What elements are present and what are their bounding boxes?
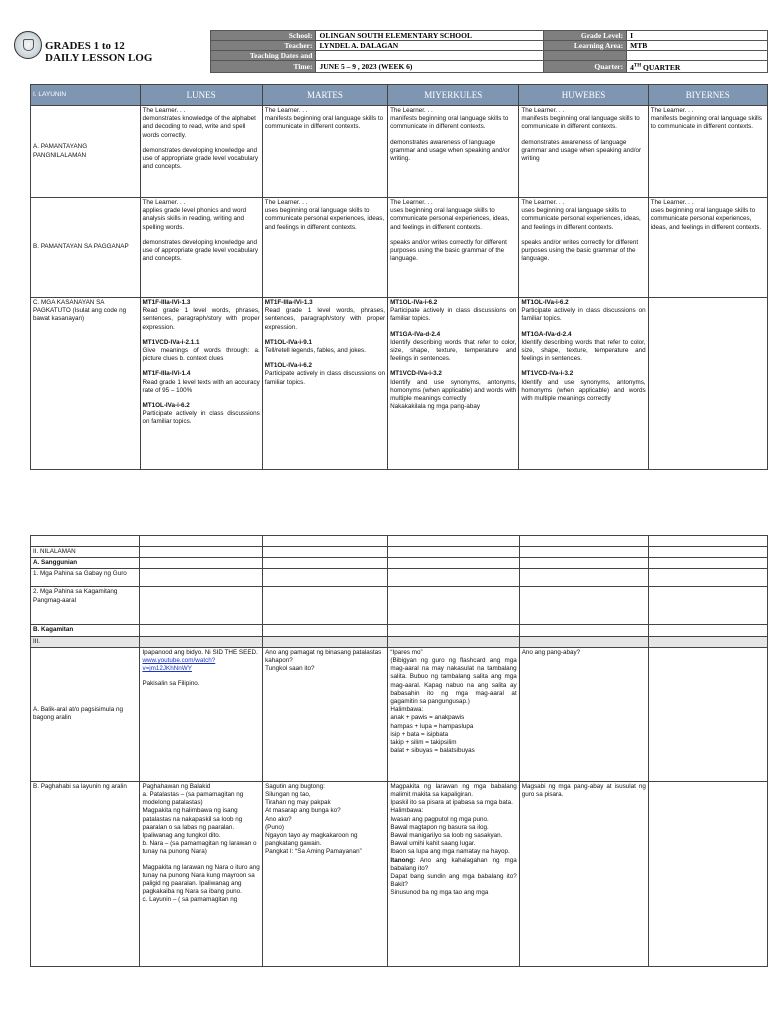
cell-line: Pangkat I: “Sa Aming Pamayanan”	[265, 848, 362, 856]
cell	[140, 106, 262, 198]
header-info-table	[210, 30, 768, 73]
cell-line	[142, 657, 260, 673]
cell-line	[142, 857, 260, 864]
school-value: OLINGAN SOUTH ELEMENTARY SCHOOL	[316, 31, 543, 41]
cell-line	[390, 132, 516, 139]
cell	[519, 647, 648, 781]
cell	[388, 298, 519, 470]
cell-line: isip + bata = isipbata	[390, 730, 449, 738]
cell-line: Bawal magtapon ng basura sa ilog.	[390, 823, 489, 831]
competency-text: Participate actively in class discussions on familiar topics.	[390, 307, 517, 323]
cell	[263, 781, 388, 966]
cell	[519, 781, 648, 966]
cell	[140, 298, 262, 470]
dates-label-1: Teaching Dates and	[211, 51, 316, 61]
kagamitang-label: 2. Mga Pahina sa Kagamitang Pangmag-aaral	[31, 587, 140, 625]
cell-line: demonstrates developing knowledge and use of appropriate grade level vocabulary and concepts.	[142, 238, 259, 263]
cell-line: takip + silim = takipsilim	[390, 739, 457, 747]
dates-value: JUNE 5 – 9 , 2023 (WEEK 6)	[316, 61, 543, 73]
cell-line: hampas + lupa = hampaslupa	[390, 722, 474, 730]
gabay-label: 1. Mga Pahina sa Gabay ng Guro	[31, 569, 140, 587]
cell-line: Ngayon tayo ay magkakaroon ng pangkatang gawain.	[265, 832, 358, 848]
cell	[648, 198, 767, 298]
cell-line: The Learner. . .	[521, 107, 565, 114]
day-header: BIYERNES	[648, 85, 767, 106]
layunin-table	[30, 84, 768, 470]
grade-value: I	[627, 31, 768, 41]
cell-line: uses beginning oral language skills to communicate personal experiences, ideas, and feelings in different contexts.	[521, 207, 641, 231]
pamantayang-pangnilalaman-label: A. PAMANTAYANG PANGNILALAMAN	[31, 106, 141, 198]
cell-line	[143, 232, 260, 239]
cell	[388, 647, 519, 781]
form-title-line2: DAILY LESSON LOG	[45, 52, 153, 64]
cell-line: (Puno)	[265, 823, 284, 831]
section-iii-label: III.	[31, 636, 140, 647]
school-label: School:	[211, 31, 316, 41]
cell-line: Ibaon sa lupa ang mga namatay na hayop.	[390, 848, 510, 856]
cell-line: speaks and/or writes correctly for different purposes using the basic grammar of the language.	[390, 238, 507, 263]
balik-aral-label: A. Balik-aral at/o pagsisimula ng bagong aralin	[31, 647, 140, 781]
nilalaman-label: II. NILALAMAN	[31, 547, 140, 558]
sanggunian-label: A. Sanggunian	[31, 558, 140, 569]
cell	[262, 198, 387, 298]
cell-line: Dapat bang sundin ang mga babalang ito? Bakit?	[390, 873, 517, 889]
cell-line: demonstrates knowledge of the alphabet and decoding to read, write and spell words correctly.	[142, 115, 256, 139]
competency-code: MT1VCD-IVa-i-2.1.1	[142, 338, 200, 346]
cell-line: applies grade level phonics and word analysis skills in reading, writing and spelling words.	[142, 207, 247, 231]
cell-line: The Learner. . .	[650, 199, 694, 206]
cell-line: manifests beginning oral language skills to communicate in different contexts.	[521, 115, 640, 131]
cell-line: balat + sibuyas = balatsibuyas	[390, 747, 475, 755]
cell-line: speaks and/or writes correctly for different purposes using the basic grammar of the language.	[521, 238, 639, 263]
kagamitan-label: B. Kagamitan	[31, 625, 140, 636]
cell-line	[390, 232, 516, 239]
cell-line: demonstrates awareness of language grammar and usage when speaking and/or writing	[521, 138, 642, 163]
competency-text: Identify and use synonyms, antonyms, homonyms (when applicable) and words with multiple meanings correctly	[521, 378, 646, 403]
cell-line	[521, 232, 645, 239]
cell-line: demonstrates developing knowledge and use of appropriate grade level vocabulary and concepts.	[142, 146, 259, 171]
cell	[648, 106, 767, 198]
area-label: Learning Area:	[543, 41, 627, 51]
area-value: MTB	[627, 41, 768, 51]
competency-code: MT1VCD-IVa-i-3.2	[521, 370, 574, 378]
cell-line: At masarap ang bunga ko?	[265, 807, 341, 815]
cell-line: Ano ang pang-abay?	[521, 648, 581, 656]
cell-line: “Ipares mo”	[390, 648, 423, 656]
day-header: MIYERKULES	[388, 85, 519, 106]
competency-text: Identify describing words that refer to color, size, shape, texture, temperature and feelings in sentences.	[390, 338, 517, 363]
cell	[262, 106, 387, 198]
cell	[648, 298, 767, 470]
cell-line: Paghahawan ng Balakid	[142, 782, 211, 790]
competency-text: Read grade 1 level words, phrases, sentences, paragraph/story with proper expression.	[142, 307, 260, 331]
layunin-heading: I. LAYUNIN	[31, 85, 141, 106]
competency-text: Give meanings of words through: a. picture clues b. context clues	[142, 347, 260, 363]
competency-code: MT1OL-IVa-i-6.2	[521, 299, 569, 306]
paghahabi-label: B. Paghahabi sa layunin ng aralin	[31, 781, 140, 966]
competency-text: Participate actively in class discussions on familiar topics.	[142, 410, 260, 426]
competency-code: MT1F-IIIa-IVi-1.3	[142, 299, 191, 306]
competency-code: MT1F-IIIa-IVi-1.4	[142, 370, 191, 378]
cell-line: The Learner. . .	[264, 199, 308, 206]
cell-line: Itanong: Ano ang kahalagahan ng mga babalang ito?	[390, 856, 517, 872]
competency-text: Read grade 1 level texts with an accuracy rate of 95 – 100%	[142, 378, 260, 394]
dates-label-2: Time:	[211, 61, 316, 73]
cell-line: The Learner. . .	[390, 199, 433, 206]
cell-line: Sinusunod ba ng mga tao ang mga	[390, 889, 489, 897]
form-title	[45, 40, 152, 64]
competency-code: MT1VCD-IVa-i-3.2	[390, 370, 442, 378]
teacher-value: LYNDEL A. DALAGAN	[316, 41, 543, 51]
cell-line: Pakisalin sa Filipino.	[142, 680, 200, 688]
cell-line: The Learner. . .	[142, 199, 186, 206]
cell-line: The Learner. . .	[521, 199, 565, 206]
competency-code: MT1OL-IVa-i-6.2	[142, 402, 190, 410]
day-header: MARTES	[262, 85, 387, 106]
cell-line: (Bibigyan ng guro ng flashcard ang mga mag-aaral na may nakasulat na tambalang salita. Bubuo ng tambalang salita ang mga mag-aaral. Kapag nabuo na ang salita ay babasahin ito ng mga mag-aaral at gagamitin sa pangungusap.)	[390, 657, 517, 706]
cell-line: Tungkol saan ito?	[265, 665, 315, 673]
pamantayan-sa-pagganap-label: B. PAMANTAYAN SA PAGGANAP	[31, 198, 141, 298]
cell-line: manifests beginning oral language skills to communicate in different contexts.	[650, 115, 762, 131]
cell-line: Halimbawa:	[390, 706, 424, 714]
quarter-label: Quarter:	[543, 61, 627, 73]
cell-line: Ano ako?	[265, 815, 292, 823]
cell-line	[143, 140, 260, 147]
cell	[648, 781, 767, 966]
competency-text: Read grade 1 level words, phrases, sentences, paragraph/story with proper expression.	[264, 307, 386, 331]
cell-line: manifests beginning oral language skills to communicate in different contexts.	[390, 115, 509, 131]
cell-line: The Learner. . .	[142, 107, 186, 114]
cell-line: Bawal umihi kahit saang lugar.	[390, 840, 476, 848]
cell	[519, 198, 648, 298]
cell-line: Magsabi ng mga pang-abay at isusulat ng guro sa pisara.	[521, 782, 646, 799]
competency-code: MT1OL-IVa-i-6.2	[264, 362, 313, 370]
video-link[interactable]: www.youtube.com/watch?v=jm12JKhNnWY	[142, 657, 216, 673]
competency-text: Tell/retell legends, fables, and jokes.	[264, 347, 366, 355]
cell	[388, 781, 519, 966]
cell-line: Bawal manigarilyo sa loob ng sasakyan.	[390, 832, 503, 840]
grade-label: Grade Level:	[543, 31, 627, 41]
cell	[140, 781, 263, 966]
cell-line: c. Layunin – ( sa pamamagitan ng	[142, 896, 238, 904]
cell	[140, 647, 263, 781]
cell	[519, 298, 648, 470]
competency-text: Participate actively in class discussions on familiar topics.	[521, 307, 646, 323]
cell-line: demonstrates awareness of language grammar and usage when speaking and/or writing.	[390, 138, 510, 163]
cell	[262, 298, 387, 470]
cell	[648, 647, 767, 781]
cell-line: Magpakita ng larawan ng mga babalang malimit makita sa kapaligiran.	[390, 782, 517, 799]
kasanayan-label: C. MGA KASANAYAN SA PAGKATUTO (Isulat ang code ng bawat kasanayan)	[31, 298, 141, 470]
cell	[388, 198, 519, 298]
competency-text: Participate actively in class discussions on familiar topics.	[264, 370, 386, 386]
competency-code: MT1F-IIIa-IVi-1.3	[264, 299, 313, 306]
day-header: HUWEBES	[519, 85, 648, 106]
teacher-label: Teacher:	[211, 41, 316, 51]
cell-line: Ipaskil ito sa pisara at ipabasa sa mga bata.	[390, 799, 513, 807]
cell	[140, 198, 262, 298]
cell-line: Ano ang pamagat ng binasang patalastas kahapon?	[265, 648, 382, 665]
competency-code: MT1OL-IVa-i-6.2	[390, 299, 438, 306]
cell-line: The Learner. . .	[264, 107, 308, 114]
cell-line	[521, 132, 645, 139]
competency-code: MT1GA-IVa-d-2.4	[390, 330, 441, 338]
cell-line: The Learner. . .	[650, 107, 694, 114]
cell-line: anak + pawis = anakpawis	[390, 714, 465, 722]
cell-line: uses beginning oral language skills to communicate personal experiences, ideas, and feelings in different contexts.	[650, 207, 762, 231]
cell-line: Magpakita ng larawan ng Nara o ituro ang tunay na punong Nara kung mayroon sa paligid ng paaralan. Ipaliwanag ang pagkakaiba ng Nara sa ibang puno.	[142, 863, 260, 896]
day-header: LUNES	[140, 85, 262, 106]
cell-line: Tirahan ng may pakpak	[265, 799, 331, 807]
cell	[388, 106, 519, 198]
competency-code: MT1GA-IVa-d-2.4	[521, 330, 572, 338]
cell-line: The Learner. . .	[390, 107, 433, 114]
cell-line: manifests beginning oral language skills to communicate in different contexts.	[264, 115, 384, 131]
quarter-value: 4TH QUARTER	[627, 61, 768, 73]
cell-line: b. Nara – (sa pamamagitan ng larawan o tunay na punong Nara)	[142, 840, 257, 856]
competency-text: Identify and use synonyms, antonyms, homonyms (when applicable) and words with multiple meanings correctly	[390, 378, 517, 403]
cell-line: Ipapanood ang bidyo. Ni SID THE SEED.	[142, 648, 258, 656]
cell	[519, 106, 648, 198]
competency-text: Identify describing words that refer to color, size, shape, texture, temperature and feelings in sentences.	[521, 338, 646, 363]
cell-line: Sagutin ang bugtong:	[265, 782, 325, 790]
nilalaman-table	[30, 535, 768, 967]
cell-line: a. Patalastas – (sa pamamagitan ng modelong patalastas)	[142, 791, 244, 807]
cell-line: Silungan ng tao,	[265, 791, 311, 799]
cell	[263, 647, 388, 781]
competency-code: MT1OL-IVa-i-9.1	[264, 338, 313, 346]
competency-extra: Nakakakilala ng mga pang-abay	[390, 403, 481, 411]
form-title-line1: GRADES 1 to 12	[45, 40, 125, 52]
deped-seal-logo	[14, 31, 42, 59]
cell-line: Iwasan ang pagputol ng mga puno.	[390, 815, 489, 823]
cell-line: Magpakita ng halimbawa ng isang patalastas na nakapaskil sa loob ng paaralan o sa labas ng paaralan. Ipaliwanag ang tungkol dito.	[142, 807, 243, 840]
cell-line: uses beginning oral language skills to communicate personal experiences, ideas, and feelings in different contexts.	[390, 207, 510, 231]
cell-line	[142, 673, 260, 680]
cell-line: uses beginning oral language skills to communicate personal experiences, ideas, and feelings in different contexts.	[264, 207, 385, 231]
cell-line: Halimbawa:	[390, 807, 424, 815]
